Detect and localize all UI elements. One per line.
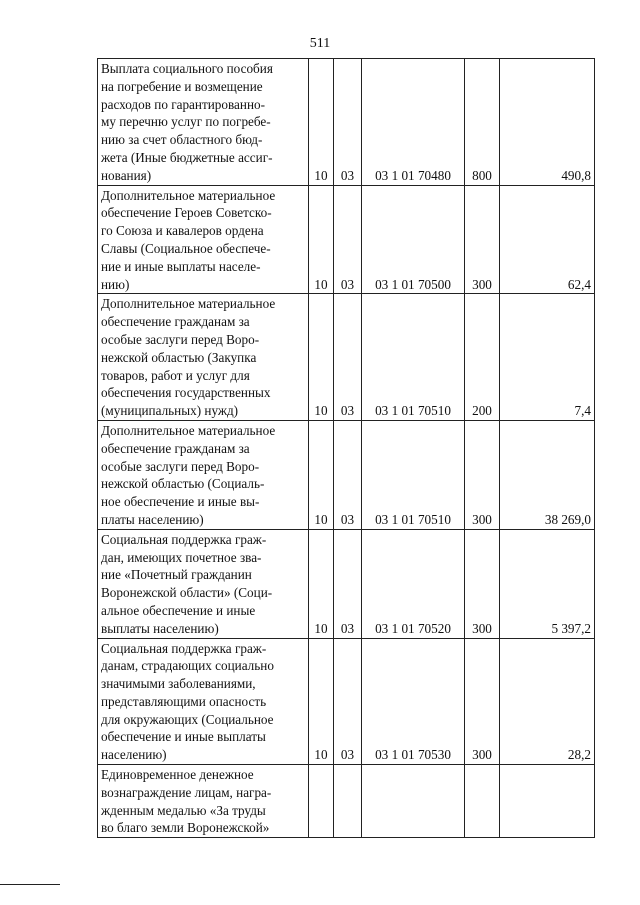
expense-type-code — [465, 765, 500, 838]
table-row — [98, 529, 595, 638]
target-article-code: 03 1 01 70500 — [362, 185, 465, 294]
amount-value — [500, 765, 595, 838]
row-name: Дополнительное материальное обеспечение Героев Советско- го Союза и кавалеров ордена Славы (Социальное обеспече- ние и иные выплаты населе- нию) — [98, 185, 309, 294]
amount-value: 28,2 — [500, 638, 595, 765]
expense-type-code: 300 — [465, 638, 500, 765]
expense-type-code: 300 — [465, 185, 500, 294]
row-name: Социальная поддержка граж- дан, имеющих почетное зва- ние «Почетный гражданин Воронежской области» (Соци- альное обеспечение и иные выплаты населению) — [98, 529, 309, 638]
row-name: Дополнительное материальное обеспечение гражданам за особые заслуги перед Воро- нежской областью (Социаль- ное обеспечение и иные вы- платы населению) — [98, 420, 309, 529]
target-article-code: 03 1 01 70520 — [362, 529, 465, 638]
amount-value: 7,4 — [500, 294, 595, 421]
table-row — [98, 185, 595, 294]
section-code: 10 — [309, 638, 334, 765]
subsection-code: 03 — [334, 638, 362, 765]
amount-value: 62,4 — [500, 185, 595, 294]
expense-type-code: 300 — [465, 529, 500, 638]
section-code: 10 — [309, 294, 334, 421]
section-code: 10 — [309, 420, 334, 529]
expense-type-code: 300 — [465, 420, 500, 529]
amount-value: 38 269,0 — [500, 420, 595, 529]
subsection-code: 03 — [334, 185, 362, 294]
subsection-code: 03 — [334, 59, 362, 186]
expense-type-code: 800 — [465, 59, 500, 186]
amount-value: 5 397,2 — [500, 529, 595, 638]
expense-type-code: 200 — [465, 294, 500, 421]
subsection-code: 03 — [334, 294, 362, 421]
table-row — [98, 638, 595, 765]
amount-value: 490,8 — [500, 59, 595, 186]
footnote-rule — [0, 884, 60, 885]
subsection-code — [334, 765, 362, 838]
budget-table — [97, 58, 595, 838]
target-article-code: 03 1 01 70510 — [362, 294, 465, 421]
section-code: 10 — [309, 529, 334, 638]
subsection-code: 03 — [334, 529, 362, 638]
section-code — [309, 765, 334, 838]
section-code: 10 — [309, 185, 334, 294]
table-row — [98, 294, 595, 421]
target-article-code: 03 1 01 70510 — [362, 420, 465, 529]
table-row — [98, 420, 595, 529]
target-article-code — [362, 765, 465, 838]
row-name: Дополнительное материальное обеспечение гражданам за особые заслуги перед Воро- нежской областью (Закупка товаров, работ и услуг для обеспечения государственных (муниципальных) нужд) — [98, 294, 309, 421]
table-row — [98, 765, 595, 838]
target-article-code: 03 1 01 70530 — [362, 638, 465, 765]
row-name: Социальная поддержка граж- данам, страдающих социально значимыми заболеваниями, представляющими опасность для окружающих (Социальное обеспечение и иные выплаты населению) — [98, 638, 309, 765]
target-article-code: 03 1 01 70480 — [362, 59, 465, 186]
subsection-code: 03 — [334, 420, 362, 529]
row-name: Выплата социального пособия на погребение и возмещение расходов по гарантированно- му перечню услуг по погребе- нию за счет областного бюд- жета (Иные бюджетные ассиг- нования) — [98, 59, 309, 186]
section-code: 10 — [309, 59, 334, 186]
page-number: 511 — [309, 36, 331, 51]
table-row — [98, 59, 595, 186]
row-name: Единовременное денежное вознаграждение лицам, награ- жденным медалью «За труды во благо земли Воронежской» — [98, 765, 309, 838]
